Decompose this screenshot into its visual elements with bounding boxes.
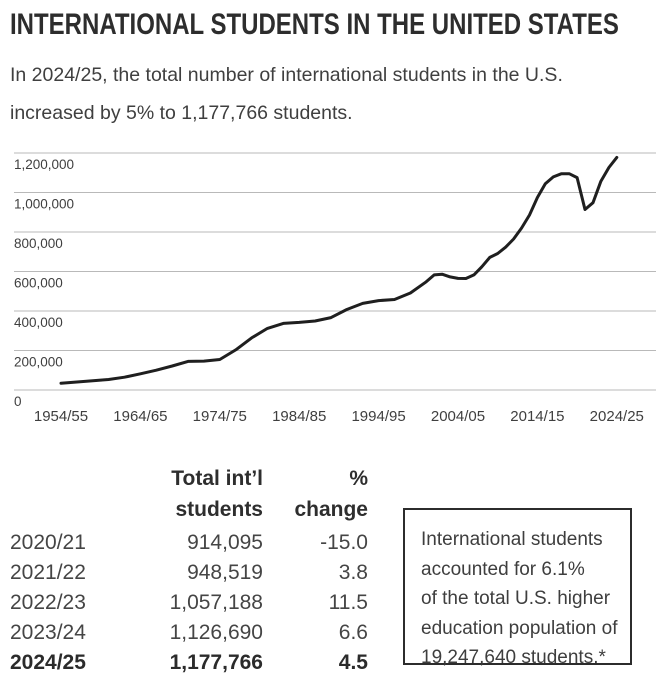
callout-line: of the total U.S. higher [421,588,611,609]
table-header-year [10,463,92,525]
x-tick-label: 1964/65 [113,408,168,425]
y-tick-label: 1,000,000 [14,196,75,212]
x-tick-label: 2014/15 [510,408,565,425]
y-tick-label: 1,200,000 [14,157,75,172]
row-change: -15.0 [320,531,368,554]
table-body [10,528,368,678]
y-tick-label: 600,000 [14,275,63,291]
table-header-total-line1: Total int’l [171,467,263,490]
x-tick-label: 1984/85 [272,408,327,425]
row-change: 4.5 [338,651,368,674]
row-year: 2021/22 [10,561,86,584]
table-row [10,558,368,588]
subtitle-line-1: In 2024/25, the total number of international students in the U.S. [10,64,563,86]
table-header-change-line1: % [349,467,368,490]
row-year: 2023/24 [10,621,86,644]
x-tick-label: 1994/95 [351,408,406,425]
table-row [10,528,368,558]
table-header-change [263,463,368,525]
table-row-current-year [10,648,368,678]
row-change: 11.5 [328,591,368,614]
x-tick-label: 1954/55 [33,408,89,425]
row-total: 1,126,690 [169,621,263,644]
callout-line: accounted for 6.1% [421,558,585,580]
row-year: 2020/21 [10,531,86,554]
page-title: INTERNATIONAL STUDENTS IN THE UNITED STATES [10,8,619,41]
row-total: 1,057,188 [169,591,263,614]
table-row [10,588,368,618]
row-year: 2022/23 [10,591,86,614]
x-tick-label: 2024/25 [589,408,644,425]
row-total: 948,519 [187,561,263,584]
callout-line: 19,247,640 students.* [421,647,606,668]
data-line-total-students [61,157,617,383]
y-tick-label: 0 [14,394,22,409]
y-tick-label: 200,000 [14,354,63,370]
row-total: 1,177,766 [169,651,263,674]
table-header-total-line2: students [175,498,263,521]
x-tick-label: 1974/75 [192,408,247,425]
callout-box [403,508,632,668]
x-tick-label: 2004/05 [430,408,486,425]
subtitle [10,56,563,132]
table-header-total [92,463,263,525]
y-tick-label: 800,000 [14,236,63,251]
subtitle-line-2: increased by 5% to 1,177,766 students. [10,102,353,124]
students-table [10,463,368,678]
callout-line: International students [421,529,603,550]
y-tick-label: 400,000 [14,315,63,330]
row-change: 6.6 [338,621,368,644]
table-row [10,618,368,648]
callout-line: education population of [421,617,618,639]
row-change: 3.8 [338,561,368,584]
row-year: 2024/25 [10,651,86,674]
table-header-change-line2: change [294,498,368,521]
table-header-row [10,463,368,525]
trend-chart [0,145,670,430]
row-total: 914,095 [187,531,263,554]
